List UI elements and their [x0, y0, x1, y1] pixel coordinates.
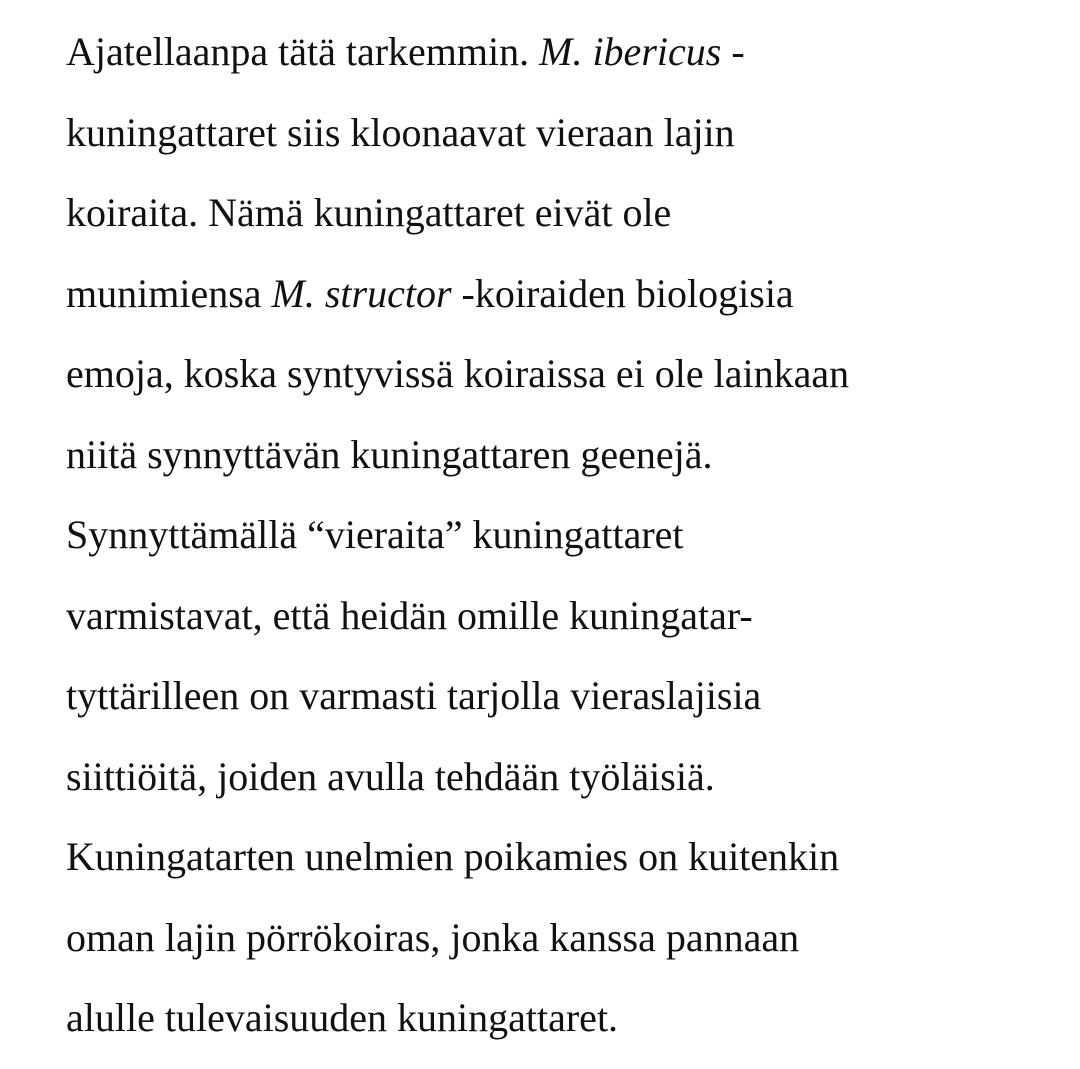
text-segment: -	[731, 29, 745, 74]
text-line	[66, 264, 1056, 345]
text-line: oman lajin pörrökoiras, jonka kanssa pannaan	[66, 914, 800, 960]
text-line: Synnyttämällä “vieraita” kuningattaret	[66, 512, 684, 557]
text-line	[66, 22, 1056, 103]
text-line: kuningattaret siis kloonaavat vieraan lajin	[66, 109, 735, 155]
text-line: koiraita. Nämä kuningattaret eivät ole	[66, 190, 672, 235]
text-segment: -koiraiden biologisia	[461, 270, 794, 316]
text-page	[66, 22, 1056, 1069]
species-name-italic: M. ibericus	[539, 29, 722, 74]
text-segment: Ajatellaanpa tätä tarkemmin.	[66, 29, 530, 74]
text-line: alulle tulevaisuuden kuningattaret.	[66, 995, 619, 1040]
text-line: Kuningatarten unelmien poikamies on kuitenkin	[66, 834, 840, 879]
text-segment: munimiensa	[66, 270, 262, 316]
text-line: varmistavat, että heidän omille kuningatar-	[66, 592, 753, 638]
text-line: niitä synnyttävän kuningattaren geenejä.	[66, 431, 713, 477]
text-line: siittiöitä, joiden avulla tehdään työläisiä.	[66, 753, 715, 799]
text-line: emoja, koska syntyvissä koiraissa ei ole lainkaan	[66, 351, 850, 396]
text-line: tyttärilleen on varmasti tarjolla vieraslajisia	[66, 673, 762, 718]
species-name-italic: M. structor	[271, 270, 452, 316]
